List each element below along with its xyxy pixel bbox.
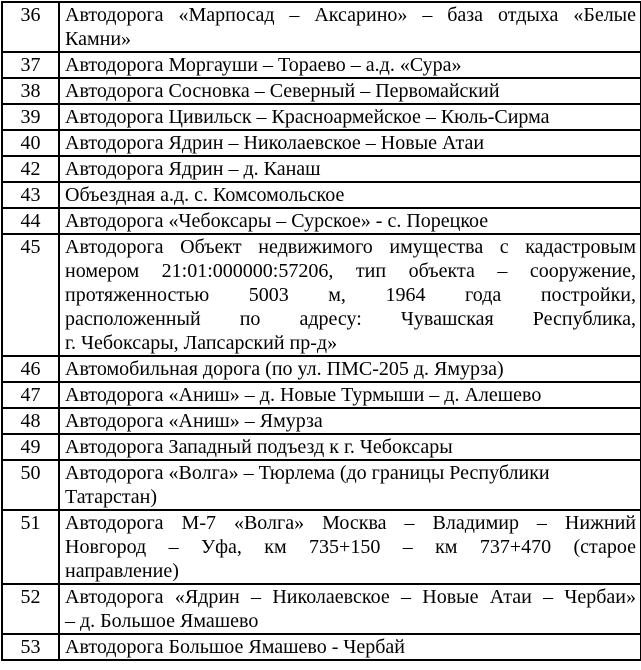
road-name-line: Автодорога «Чебоксары – Сурское» - с. Порецкое [65,210,489,232]
road-name-line: Автодорога Большое Ямашево - Чербай [65,636,405,658]
road-name-cell [59,156,641,182]
row-number: 36 [2,2,59,52]
road-name-line: расположенный по адресу: Чувашская Республика, [65,308,636,330]
road-name-line: направление) [65,560,179,582]
table-row [2,460,641,510]
row-number: 52 [2,584,59,634]
road-name-cell [59,2,641,52]
row-number: 51 [2,510,59,584]
row-number: 48 [2,408,59,434]
table-row [2,156,641,182]
table-row [2,182,641,208]
table-row [2,130,641,156]
road-name-line: Автодорога Моргауши – Тораево – а.д. «Сура» [65,54,462,76]
road-name-cell [59,434,641,460]
table-row [2,434,641,460]
road-name-cell [59,52,641,78]
road-name-line: Автодорога «Аниш» – Ямурза [65,410,323,432]
road-name-line: Автодорога Западный подъезд к г. Чебоксары [65,436,453,458]
roads-table [1,1,641,661]
road-name-cell [59,234,641,356]
row-number: 50 [2,460,59,510]
road-name-line: Автодорога «Аниш» – д. Новые Турмыши – д. Алешево [65,384,542,406]
road-name-cell [59,408,641,434]
road-name-cell [59,382,641,408]
road-name-line: Автодорога Ядрин – Николаевское – Новые Атаи [65,132,485,154]
road-name-line: Новгород – Уфа, км 735+150 – км 737+470 (старое [65,536,636,558]
table-row [2,634,641,660]
table-row [2,356,641,382]
road-name-line: номером 21:01:000000:57206, тип объекта – сооружение, [65,260,636,282]
road-name-line: Автодорога «Волга» – Тюрлема (до границы Республики [65,462,550,484]
table-row [2,208,641,234]
road-name-line: Автодорога Сосновка – Северный – Первомайский [65,80,500,102]
row-number: 38 [2,78,59,104]
row-number: 42 [2,156,59,182]
table-row [2,2,641,52]
road-name-line: Объездная а.д. с. Комсомольское [65,184,345,206]
row-number: 45 [2,234,59,356]
row-number: 44 [2,208,59,234]
road-name-line: Автодорога М-7 «Волга» Москва – Владимир – Нижний [65,512,636,534]
road-name-line: Автодорога «Ядрин – Николаевское – Новые Атаи – Чербаи» [65,586,636,608]
road-name-line: протяженностью 5003 м, 1964 года постройки, [65,284,636,306]
road-name-line: Автодорога Ядрин – д. Канаш [65,158,321,180]
table-row [2,510,641,584]
road-name-cell [59,356,641,382]
road-name-line: Автодорога Объект недвижимого имущества с кадастровым [65,236,636,258]
road-name-cell [59,460,641,510]
table-row [2,408,641,434]
road-name-line: Автодорога Цивильск – Красноармейское – Кюль-Сирма [65,106,550,128]
road-name-cell [59,130,641,156]
table-row [2,104,641,130]
roads-table-body [2,2,641,660]
row-number: 37 [2,52,59,78]
table-row [2,52,641,78]
row-number: 39 [2,104,59,130]
road-name-line: Камни» [65,28,132,50]
road-name-cell [59,104,641,130]
road-name-cell [59,182,641,208]
row-number: 46 [2,356,59,382]
road-name-cell [59,208,641,234]
road-name-line: Автомобильная дорога (по ул. ПМС-205 д. Ямурза) [65,358,504,380]
table-row [2,382,641,408]
road-name-cell [59,634,641,660]
row-number: 40 [2,130,59,156]
table-row [2,234,641,356]
road-name-cell [59,510,641,584]
row-number: 47 [2,382,59,408]
row-number: 43 [2,182,59,208]
table-row [2,584,641,634]
row-number: 53 [2,634,59,660]
road-name-line: Автодорога «Марпосад – Аксарино» – база отдыха «Белые [65,4,636,26]
row-number: 49 [2,434,59,460]
road-name-line: Татарстан) [65,486,158,508]
road-name-line: г. Чебоксары, Лапсарский пр-д» [65,332,338,354]
road-name-line: – д. Большое Ямашево [65,610,259,632]
road-name-cell [59,584,641,634]
road-name-cell [59,78,641,104]
table-row [2,78,641,104]
